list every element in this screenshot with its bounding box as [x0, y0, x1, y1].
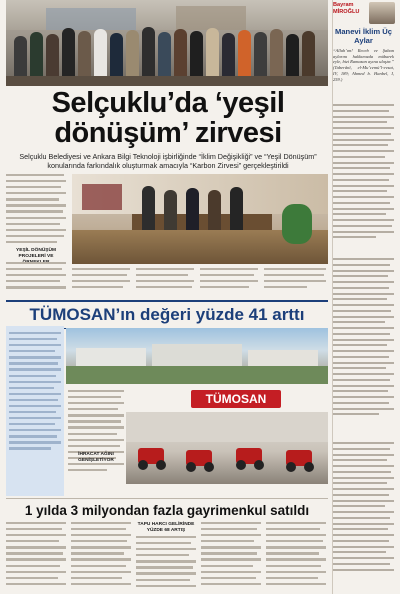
headline-line1: Selçuklu’da ‘yeşil — [51, 87, 285, 119]
headline-line2: dönüşüm’ zirvesi — [54, 117, 282, 149]
column-quote: “Allah’ım! Receb ve Şaban aylarını hakkımızda mübarek eyle, bizi Ramazan ayına ulaştır.” (Taberânî, el-Mu’cemü’l-evsat, IV, 189; Ahmed b. Hanbel, I, 259.) — [333, 48, 394, 82]
subhead-tapu-harci: TAPU HARCI GELİRİNDE YÜZDE 68 ARTIŞ — [137, 522, 195, 533]
headline-deck: Selçuklu Belediyesi ve Ankara Bilgi Teknoloji işbirliğinde “İklim Değişikliği” ve “Yeşil Dönüşüm” konularında farkındalık oluşturmak amacıyla “Karbon Zirvesi” gerçekleştirildi — [19, 152, 317, 170]
opinion-column — [332, 0, 396, 594]
author-last-name: MİROĞLU — [333, 9, 360, 15]
section-divider — [6, 498, 328, 499]
tumosan-text-box — [6, 326, 64, 496]
story-text-column-2 — [72, 268, 130, 298]
group-photo — [6, 0, 328, 86]
tumosan-logo: TÜMOSAN — [191, 390, 281, 408]
housing-headline: 1 yılda 3 milyondan fazla gayrimenkul satıldı — [24, 503, 310, 518]
author-byline — [333, 2, 369, 16]
column-body-2 — [333, 258, 394, 438]
subhead-ihracat: İHRACAT AĞINI GENİŞLETİYOR — [78, 452, 114, 463]
tumosan-headline-band — [6, 300, 328, 329]
housing-text-column-1 — [6, 522, 66, 592]
housing-text-column-5 — [266, 522, 326, 592]
column-body-3 — [333, 442, 394, 590]
main-news-area — [6, 0, 328, 594]
seminar-photo — [72, 174, 328, 264]
column-body-1 — [333, 104, 394, 254]
housing-text-column-2 — [71, 522, 131, 592]
author-photo — [369, 2, 395, 24]
tumosan-headline: TÜMOSAN’ın değeri yüzde 41 arttı — [29, 305, 305, 324]
subhead-yesil-donusum: YEŞİL DÖNÜŞÜM PROJELERİ VE — [16, 248, 56, 259]
tumosan-text-column — [9, 332, 61, 492]
tumosan-text-column-2 — [68, 390, 124, 490]
story-text-column-1b — [6, 262, 66, 298]
column-title: Manevi İklim Üç Aylar — [335, 27, 392, 45]
tractor-photo — [126, 412, 328, 484]
author-first-name: Bayram — [333, 2, 354, 8]
story-text-column-3 — [136, 268, 194, 298]
headline-selcuklu — [10, 88, 326, 148]
story-text-column-5 — [264, 268, 326, 298]
housing-text-column-4 — [201, 522, 261, 592]
story-text-column-4 — [200, 268, 258, 298]
housing-text-column-3 — [136, 536, 196, 592]
factory-photo — [66, 328, 328, 384]
